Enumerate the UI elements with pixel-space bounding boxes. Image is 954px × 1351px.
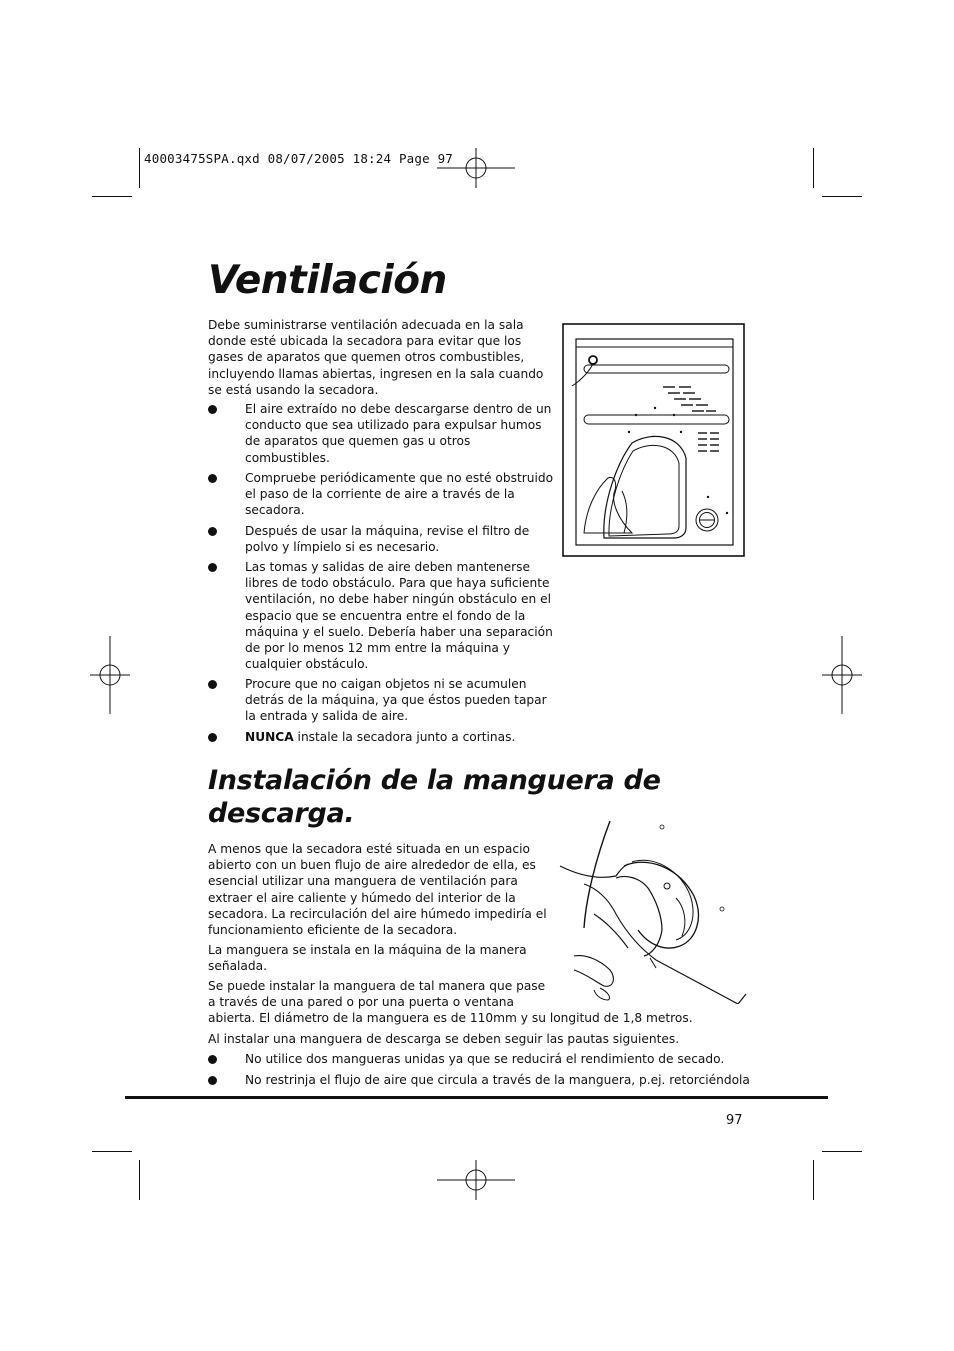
bullet-icon: [208, 733, 217, 742]
crop-mark: [822, 196, 862, 197]
crop-mark: [139, 148, 140, 188]
intro-line: gases de aparatos que quemen otros combustibles,: [208, 350, 525, 365]
bullet-icon: [208, 1055, 217, 1064]
crop-mark: [813, 1160, 814, 1200]
crop-mark: [822, 1151, 862, 1152]
section-title: Instalación de la manguera de descarga.: [208, 765, 661, 829]
hose-paragraph-3: Se puede instalar la manguera de tal manera que pase a través de una pared o por una puerta o ventana abierta. El diámetro de la manguera es de 110mm y su longitud de 1,8 metros.: [208, 979, 693, 1026]
crop-mark: [92, 1151, 132, 1152]
print-slug: 40003475SPA.qxd 08/07/2005 18:24 Page 97: [144, 151, 454, 166]
bullet-icon: [208, 563, 217, 572]
intro-line: se está usando la secadora.: [208, 382, 379, 397]
registration-mark-left: [90, 636, 130, 714]
registration-mark-bottom: [437, 1160, 517, 1204]
crop-mark: [139, 1160, 140, 1200]
registration-mark-right: [822, 636, 862, 714]
bullet-icon: [208, 527, 217, 536]
page-title: Ventilación: [208, 258, 447, 303]
crop-mark: [92, 196, 132, 197]
hose-paragraph-2: La manguera se instala en la máquina de la manera señalada.: [208, 943, 527, 974]
hose-paragraph-1: A menos que la secadora esté situada en un espacio abierto con un buen flujo de aire alrededor de ella, es esencial utilizar una manguera de ventilación para extraer el aire caliente y húmedo del interior de la secadora. La recirculación del aire húmedo impediría el funcionamiento eficiente de la secadora.: [208, 842, 547, 938]
bullet-icon: [208, 405, 217, 414]
intro-line: incluyendo llamas abiertas, ingresen en la sala cuando: [208, 366, 544, 381]
crop-mark: [813, 148, 814, 188]
dryer-illustration: [562, 323, 746, 559]
bullet-icon: [208, 680, 217, 689]
hose-installation-illustration: [556, 818, 748, 1004]
intro-line: donde esté ubicada la secadora para evitar que los: [208, 334, 522, 349]
bullet-icon: [208, 1076, 217, 1085]
ventilation-intro: [208, 317, 558, 398]
page-number: 97: [726, 1113, 743, 1128]
bullet-icon: [208, 474, 217, 483]
hose-paragraph-4: Al instalar una manguera de descarga se deben seguir las pautas siguientes.: [208, 1032, 680, 1046]
footer-divider: [125, 1096, 828, 1099]
intro-line: Debe suministrarse ventilación adecuada en la sala: [208, 318, 524, 332]
